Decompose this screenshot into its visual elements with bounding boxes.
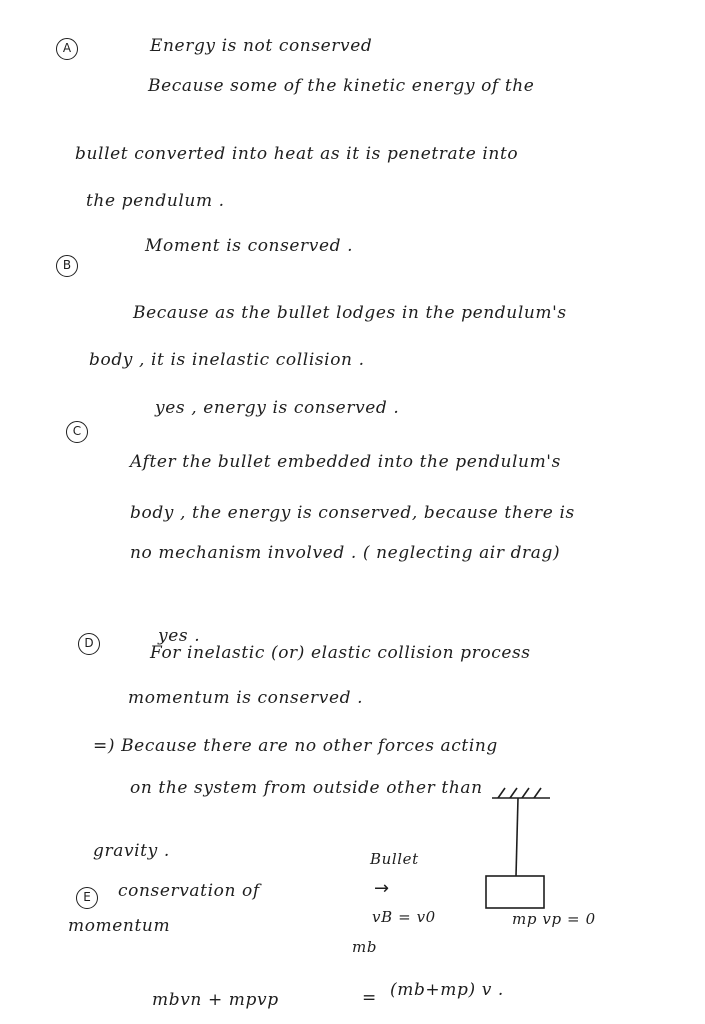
d-line-5: on the system from outside other than [130,778,483,798]
d-line-6: gravity . [93,841,170,861]
a-line-3: bullet converted into heat as it is penetrate into [75,144,519,164]
d-line-1: yes . [158,626,201,646]
b-line-1: Moment is conserved . [145,236,354,256]
equation-left: mbvn + mpvp [152,990,279,1010]
c-line-3: body , the energy is conserved, because there is [130,503,575,523]
pendulum-block [486,876,544,908]
c-line-1: yes , energy is conserved . [155,398,400,418]
bullet-label: Bullet [370,850,419,868]
a-line-1: Energy is not conserved [150,36,373,56]
bullet-mass: mb [352,938,378,956]
marker-a: A [56,38,78,60]
marker-d: D [78,633,100,655]
a-line-2: Because some of the kinetic energy of the [148,76,535,96]
velocity-arrow-icon: → [374,878,390,899]
marker-e: E [76,887,98,909]
marker-c: C [66,421,88,443]
pendulum-mass-velocity: mp vp = 0 [512,910,596,928]
equation-right: (mb+mp) v . [390,980,504,1000]
equation-equals: = [362,988,377,1008]
ceiling-support [492,788,550,798]
d-line-2: For inelastic (or) elastic collision process [150,643,531,663]
d-line-4: =) Because there are no other forces acting [93,736,498,756]
c-line-4: no mechanism involved . ( neglecting air drag) [130,543,561,563]
pendulum-diagram [470,770,670,950]
bullet-velocity: vB = v0 [372,908,436,926]
b-line-3: body , it is inelastic collision . [89,350,365,370]
pendulum-string [516,798,518,876]
b-line-2: Because as the bullet lodges in the pendulum's [133,303,567,323]
c-line-2: After the bullet embedded into the pendulum's [130,452,561,472]
d-line-3: momentum is conserved . [128,688,364,708]
e-line-1: conservation of [118,881,260,901]
e-line-2: momentum [68,916,171,936]
marker-b: B [56,255,78,277]
a-line-4: the pendulum . [86,191,225,211]
